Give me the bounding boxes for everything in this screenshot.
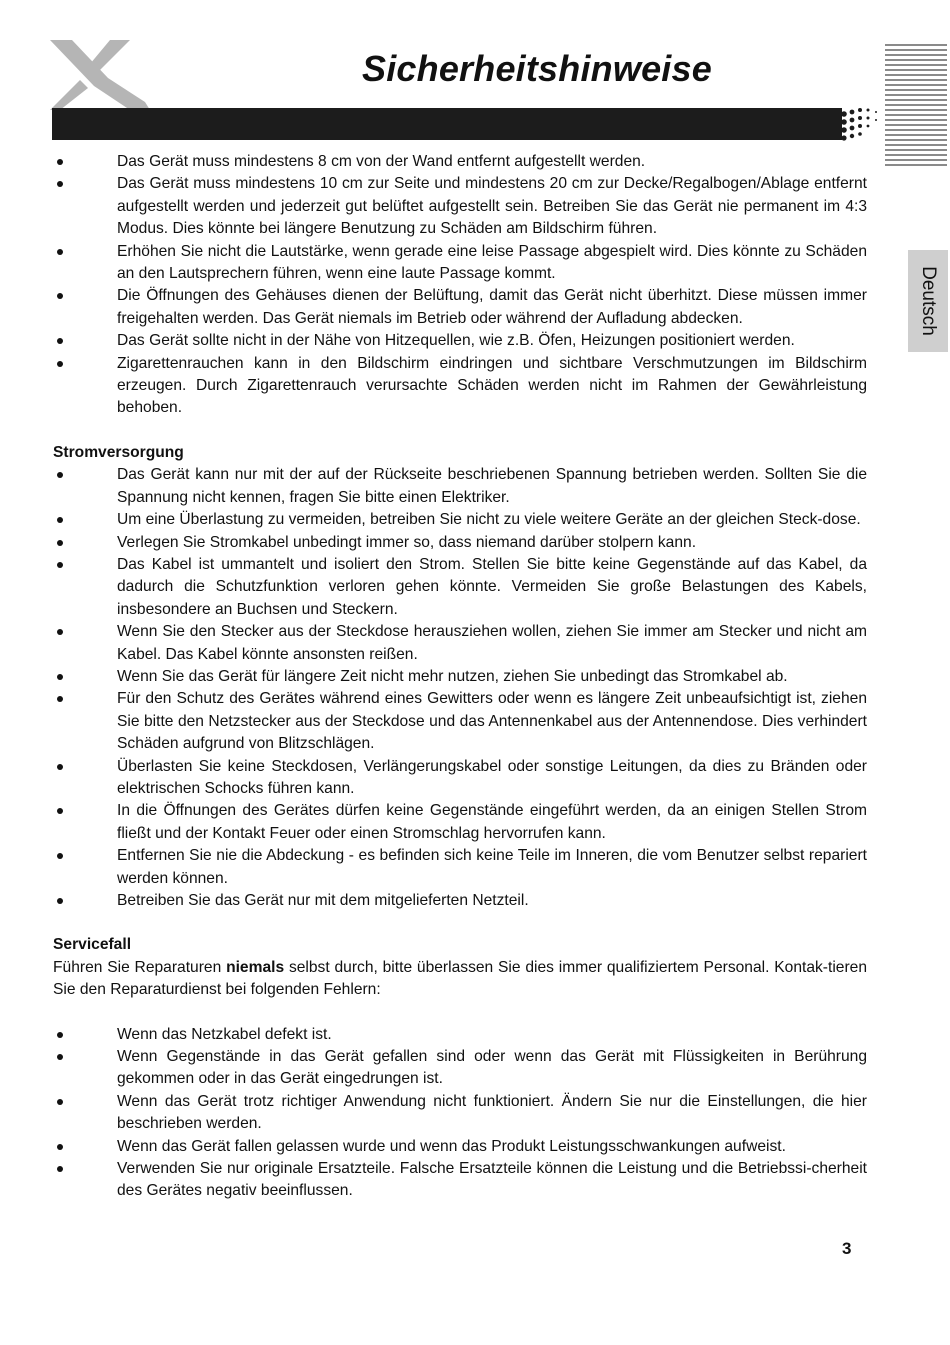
list-item: Wenn Gegenstände in das Gerät gefallen sind oder wenn das Gerät mit Flüssigkeiten in Berührung gekommen oder in das Gerät eingedrungen ist.: [53, 1046, 867, 1091]
list-item: In die Öffnungen des Gerätes dürfen keine Gegenstände eingeführt werden, da an einigen Stellen Strom fließt und der Kontakt Feuer oder einen Stromschlag hervorrufen kann.: [53, 800, 867, 845]
list-item: Wenn das Netzkabel defekt ist.: [53, 1024, 867, 1046]
halftone-dots-icon: [832, 106, 882, 142]
list-item: Das Gerät kann nur mit der auf der Rückseite beschriebenen Spannung betrieben werden. Sollten Sie die Spannung nicht kennen, fragen Sie bitte einen Elektriker.: [53, 464, 867, 509]
list-item: Überlasten Sie keine Steckdosen, Verlängerungskabel oder sonstige Leitungen, da dies zu Bränden oder elektrischen Schocks führen kann.: [53, 756, 867, 801]
spacer: [53, 1002, 867, 1024]
list-item: Das Gerät muss mindestens 10 cm zur Seite und mindestens 20 cm zur Decke/Regalbogen/Ablage entfernt aufgestellt werden und jederzeit gut belüftet aufgestellt sein. Betreiben Sie das Gerät nie permanent im 4:3 Modus. Dies könnte bei längere Benutzung zu Schäden am Bildschirm führen.: [53, 173, 867, 240]
list-item: Zigarettenrauchen kann in den Bildschirm eindringen und sichtbare Verschmutzungen im Bildschirm erzeugen. Durch Zigarettenrauch verursachte Schäden werden nicht im Rahmen der Gewährleistung behoben.: [53, 353, 867, 420]
language-tab: [908, 250, 948, 352]
list-item: Betreiben Sie das Gerät nur mit dem mitgelieferten Netzteil.: [53, 890, 867, 912]
language-tab-label: Deutsch: [918, 266, 939, 336]
list-item: Die Öffnungen des Gehäuses dienen der Belüftung, damit das Gerät nicht überhitzt. Diese müssen immer freigehalten werden. Das Gerät niemals im Betrieb oder während der Aufladung abdecken.: [53, 285, 867, 330]
service-intro-emphasis: niemals: [226, 958, 285, 976]
list-item: Um eine Überlastung zu vermeiden, betreiben Sie nicht zu viele weitere Geräte an der gleichen Steck-dose.: [53, 509, 867, 531]
document-body: [53, 151, 867, 1203]
service-list: [53, 1024, 867, 1203]
list-item: Wenn das Gerät trotz richtiger Anwendung nicht funktioniert. Ändern Sie nur die Einstellungen, die hier beschrieben werden.: [53, 1091, 867, 1136]
section-heading-power: Stromversorgung: [53, 443, 184, 461]
list-item: Wenn Sie den Stecker aus der Steckdose herausziehen wollen, ziehen Sie immer am Stecker und nicht am Kabel. Das Kabel könnte ansonsten reißen.: [53, 621, 867, 666]
list-item: Wenn das Gerät fallen gelassen wurde und wenn das Produkt Leistungsschwankungen aufweist.: [53, 1136, 867, 1158]
power-list: [53, 464, 867, 912]
page-number: 3: [842, 1239, 852, 1258]
list-item: Das Kabel ist ummantelt und isoliert den Strom. Stellen Sie bitte keine Gegenstände auf das Kabel, da dadurch die Schutzfunktion verloren gehen könnte. Vermeiden Sie große Belastungen des Kabels, insbesondere an Buchsen und Steckern.: [53, 554, 867, 621]
decorative-stripes-icon: [885, 44, 947, 170]
list-item: Verwenden Sie nur originale Ersatzteile. Falsche Ersatzteile können die Leistung und die Betriebssi-cherheit des Gerätes negativ beeinflussen.: [53, 1158, 867, 1203]
list-item: Das Gerät muss mindestens 8 cm von der Wand entfernt aufgestellt werden.: [53, 151, 867, 173]
list-item: Das Gerät sollte nicht in der Nähe von Hitzequellen, wie z.B. Öfen, Heizungen positioniert werden.: [53, 330, 867, 352]
service-intro: [53, 957, 867, 1002]
intro-list: [53, 151, 867, 420]
header-bar: [52, 108, 842, 140]
list-item: Verlegen Sie Stromkabel unbedingt immer so, dass niemand darüber stolpern kann.: [53, 532, 867, 554]
page-title: Sicherheitshinweise: [362, 48, 712, 89]
service-intro-end: selbst durch, bitte überlassen Sie dies immer qualifiziertem Personal. Kontak-tieren Sie den Reparaturdienst bei folgenden Fehlern:: [53, 958, 867, 999]
list-item: Wenn Sie das Gerät für längere Zeit nicht mehr nutzen, ziehen Sie unbedingt das Stromkabel ab.: [53, 666, 867, 688]
x-brand-logo-icon: [50, 40, 150, 110]
section-heading-service: Servicefall: [53, 936, 132, 954]
list-item: Für den Schutz des Gerätes während eines Gewitters oder wenn es längere Zeit unbeaufsichtigt ist, ziehen Sie bitte den Netzstecker aus der Steckdose und das Antennenkabel aus der Antennendose. Dies verhindert Schäden aufgrund von Blitzschlägen.: [53, 688, 867, 755]
list-item: Erhöhen Sie nicht die Lautstärke, wenn gerade eine leise Passage abgespielt wird. Dies könnte zu Schäden an den Lautsprechern führen, wenn eine laute Passage kommt.: [53, 241, 867, 286]
service-intro-start: Führen Sie Reparaturen: [53, 958, 227, 976]
list-item: Entfernen Sie nie die Abdeckung - es befinden sich keine Teile im Inneren, die vom Benutzer selbst repariert werden können.: [53, 845, 867, 890]
